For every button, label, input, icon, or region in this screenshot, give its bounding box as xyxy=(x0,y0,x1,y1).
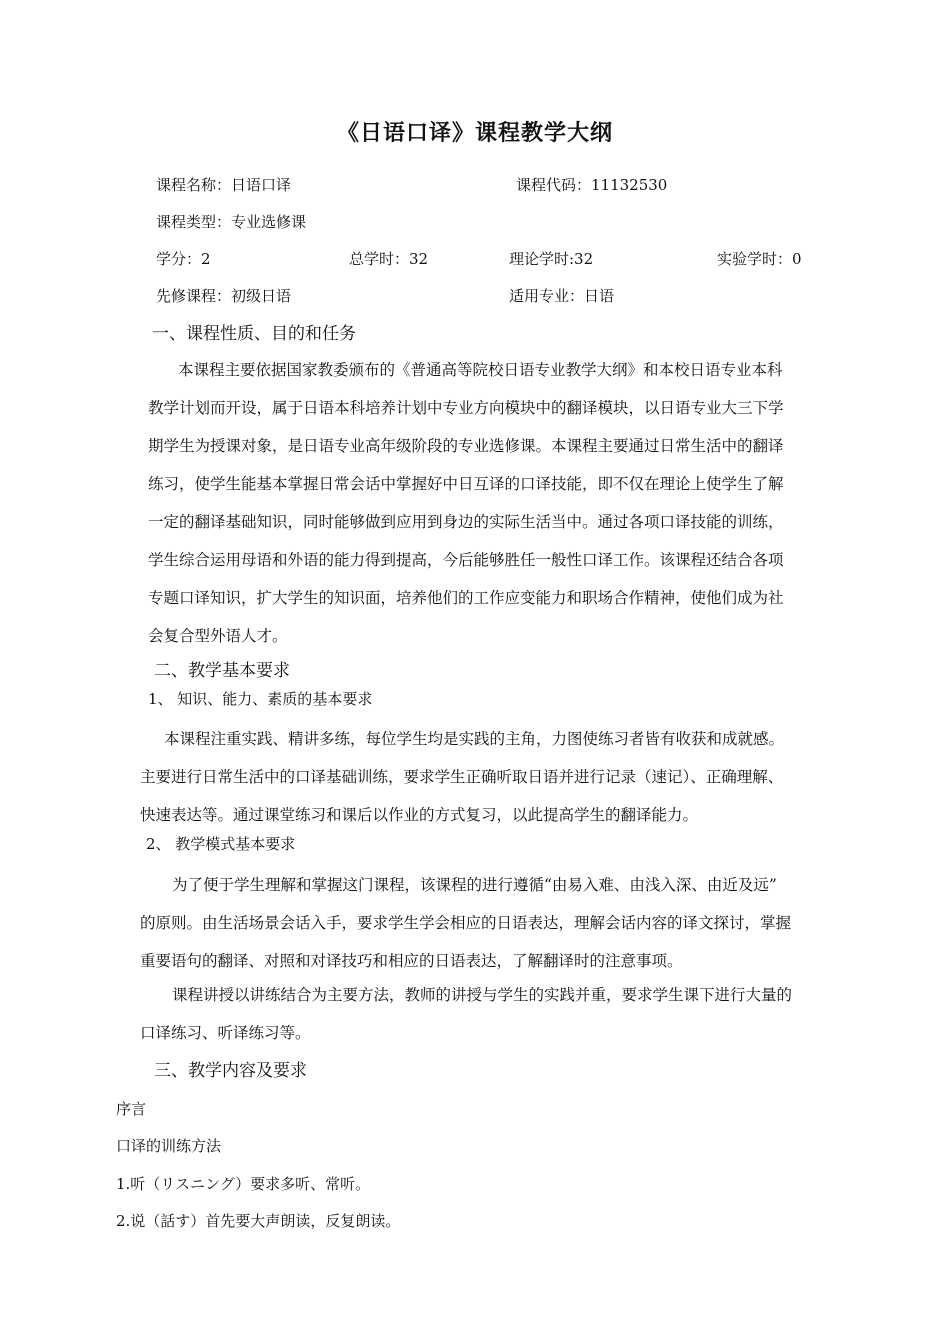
course-name: 课程名称：日语口译 xyxy=(156,176,292,194)
credits: 学分：2 xyxy=(156,250,211,268)
prerequisite: 先修课程：初级日语 xyxy=(156,287,292,305)
paragraph-line: 教学计划而开设，属于日语本科培养计划中专业方向模块中的翻译模块，以日语专业大三下学 xyxy=(148,399,784,417)
applicable-major: 适用专业：日语 xyxy=(509,287,615,305)
course-code: 课程代码：11132530 xyxy=(516,176,668,194)
list-item: 2.说（話す）首先要大声朗读，反复朗读。 xyxy=(116,1212,401,1230)
paragraph-line: 的原则。由生活场景会话入手，要求学生学会相应的日语表达，理解会话内容的译文探讨，掌握 xyxy=(140,914,792,932)
course-type: 课程类型：专业选修课 xyxy=(156,213,307,231)
paragraph-line: 重要语句的翻译、对照和对译技巧和相应的日语表达，了解翻译时的注意事项。 xyxy=(140,952,683,970)
theory-hours: 理论学时:32 xyxy=(509,250,594,268)
paragraph-line: 主要进行日常生活中的口译基础训练，要求学生正确听取日语并进行记录（速记）、正确理解、 xyxy=(140,768,784,786)
list-item: 1.听（リスニング）要求多听、常听。 xyxy=(116,1175,371,1193)
section1-paragraph xyxy=(148,351,784,655)
paragraph-line: 快速表达等。通过课堂练习和课后以作业的方式复习，以此提高学生的翻译能力。 xyxy=(140,806,699,824)
section2-heading: 二、教学基本要求 xyxy=(154,661,290,681)
paragraph-line: 一定的翻译基础知识，同时能够做到应用到身边的实际生活当中。通过各项口译技能的训练， xyxy=(148,513,784,531)
paragraph-line: 课程讲授以讲练结合为主要方法，教师的讲授与学生的实践并重，要求学生课下进行大量的 xyxy=(172,986,793,1004)
total-hours: 总学时：32 xyxy=(349,250,429,268)
paragraph-line: 专题口译知识，扩大学生的知识面，培养他们的工作应变能力和职场合作精神，使他们成为社 xyxy=(148,589,784,607)
paragraph-line: 学生综合运用母语和外语的能力得到提高，今后能够胜任一般性口译工作。该课程还结合各项 xyxy=(148,551,784,569)
paragraph-line: 本课程注重实践、精讲多练，每位学生均是实践的主角，力图使练习者皆有收获和成就感。 xyxy=(164,730,785,748)
subsection-2-1-paragraph xyxy=(140,720,784,834)
list-item: 序言 xyxy=(116,1100,147,1118)
paragraph-line: 本课程主要依据国家教委颁布的《普通高等院校日语专业教学大纲》和本校日语专业本科 xyxy=(178,361,783,379)
paragraph-line: 口译练习、听译练习等。 xyxy=(140,1024,311,1042)
subsection-2-2-paragraph xyxy=(140,866,791,980)
subsection-2-2-heading: 2、 教学模式基本要求 xyxy=(146,835,296,853)
document-title: 《日语口译》课程教学大纲 xyxy=(336,121,613,146)
subsection-2-2-paragraph-2 xyxy=(140,976,792,1052)
subsection-2-1-heading: 1、 知识、能力、素质的基本要求 xyxy=(148,690,373,708)
lab-hours: 实验学时：0 xyxy=(717,250,802,268)
paragraph-line: 期学生为授课对象，是日语专业高年级阶段的专业选修课。本课程主要通过日常生活中的翻译 xyxy=(148,437,784,455)
section3-heading: 三、教学内容及要求 xyxy=(154,1061,307,1081)
section1-heading: 一、课程性质、目的和任务 xyxy=(152,324,356,344)
list-item: 口译的训练方法 xyxy=(116,1137,222,1155)
paragraph-line: 练习，使学生能基本掌握日常会话中掌握好中日互译的口译技能，即不仅在理论上使学生了解 xyxy=(148,475,784,493)
paragraph-line: 为了便于学生理解和掌握这门课程，该课程的进行遵循“由易入难、由浅入深、由近及远” xyxy=(172,876,777,894)
paragraph-line: 会复合型外语人才。 xyxy=(148,627,288,645)
